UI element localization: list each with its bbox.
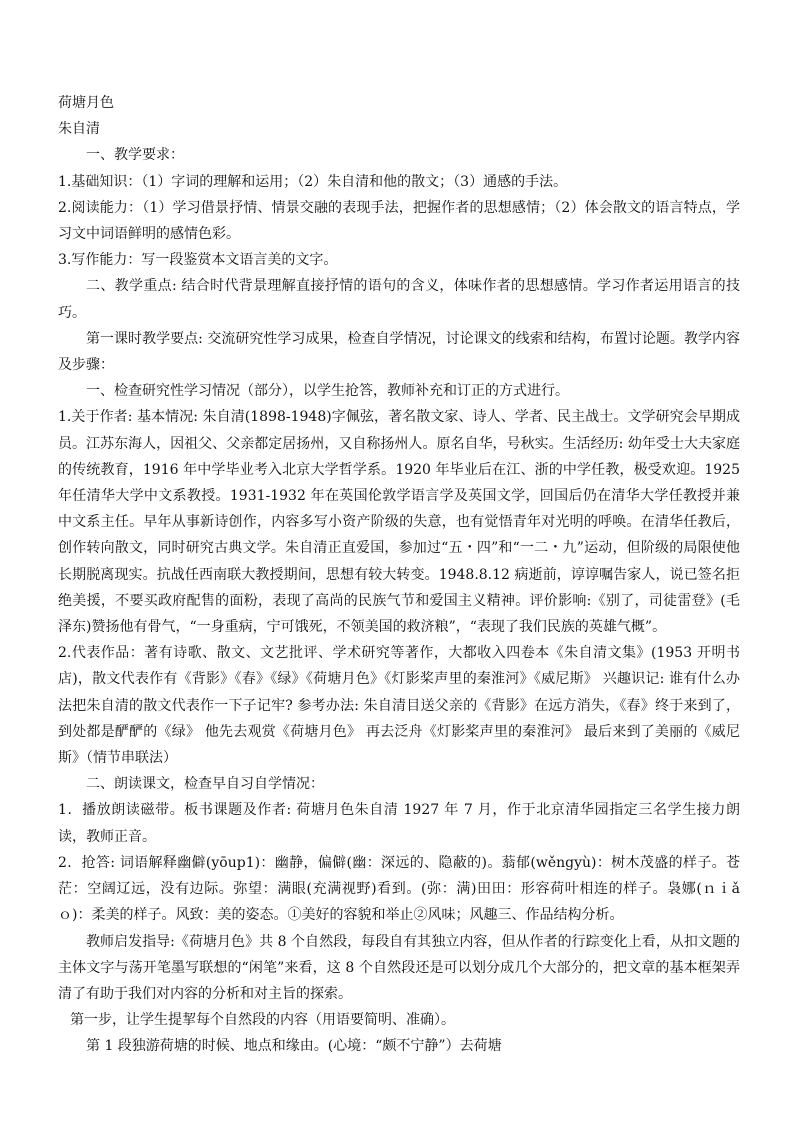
document-author: 朱自清 xyxy=(58,121,100,138)
section-heading: 一、教学要求： xyxy=(86,147,184,164)
paragraph: 第一课时教学要点: 交流研究性学习成果，检查自学情况，讨论课文的线索和结构，布置讨论题。教学内容及步骤： xyxy=(58,330,740,374)
paragraph: 2．抢答: 词语解释幽僻(yōup1)：幽静，偏僻(幽：深远的、隐蔽的)。蓊郁(wěngyù)：树木茂盛的样子。苍茫：空阔辽远，没有边际。弥望：满眼(充满视野)看到。(弥：满)田田：形容荷叶相连的样子。袅娜(ｎｉǎｏ)：柔美的样子。风致：美的姿态。①美好的容貌和举止②风味；风趣三、作品结构分析。 xyxy=(58,854,740,924)
section-heading: 一、检查研究性学习情况（部分），以学生抢答，教师补充和订正的方式进行。 xyxy=(86,383,569,400)
document-page xyxy=(58,90,740,1060)
paragraph: 1.基础知识：（1）字词的理解和运用；（2）朱自清和他的散文；（3）通感的手法。 xyxy=(58,173,568,190)
section-heading: 二、教学重点: 结合时代背景理解直接抒情的语句的含义，体味作者的思想感情。学习作者运用语言的技巧。 xyxy=(58,278,740,321)
paragraph: 第 1 段独游荷塘的时候、地点和缘由。(心境：“颇不宁静”）去荷塘 xyxy=(86,1038,502,1055)
paragraph: 教师启发指导:《荷塘月色》共 8 个自然段，每段自有其独立内容，但从作者的行踪变化上看，从扣文题的主体文字与荡开笔墨写联想的“闲笔”来看，这 8 个自然段还是可以划分成几个大部分的，把文章的基本框架弄清了有助于我们对内容的分析和对主旨的探索。 xyxy=(58,933,740,1002)
paragraph: 3.写作能力：写一段鉴赏本文语言美的文字。 xyxy=(58,252,338,269)
section-heading: 二、朗读课文，检查早自习自学情况： xyxy=(86,776,324,793)
paragraph: 1.关于作者: 基本情况: 朱自清(1898-1948)字佩弦，著名散文家、诗人、学者、民主战士。文学研究会早期成员。江苏东海人，因祖父、父亲都定居扬州，又自称扬州人。原名自华，号秋实。生活经历: 幼年受士大夫家庭的传统教育，1916 年中学毕业考入北京大学哲学系。1920 年毕业后在江、浙的中学任教，极受欢迎。1925 年任清华大学中文系教授。1931-1932 年在英国伦敦学语言学及英国文学，回国后仍在清华大学任教授并兼中文系主任。早年从事新诗创作，内容多写小资产阶级的失意，也有觉悟青年对光明的呼唤。在清华任教后，创作转向散文，同时研究古典文学。朱自清正直爱国，参加过“五・四”和“一二・九”运动，但阶级的局限使他长期脱离现实。抗战任西南联大教授期间，思想有较大转变。1948.8.12 病逝前，谆谆嘱告家人，说已签名拒绝美援，不要买政府配售的面粉，表现了高尚的民族气节和爱国主义精神。评价影响:《别了，司徒雷登》(毛泽东)赞扬他有骨气，“一身重病，宁可饿死，不领美国的救济粮”，“表现了我们民族的英雄气概”。 xyxy=(58,409,740,636)
paragraph: 1．播放朗读磁带。板书课题及作者: 荷塘月色朱自清 1927 年 7 月，作于北京清华园指定三名学生接力朗读，教师正音。 xyxy=(58,802,740,845)
document-title: 荷塘月色 xyxy=(58,95,114,111)
paragraph: 2.阅读能力：（1）学习借景抒情、情景交融的表现手法，把握作者的思想感情；（2）体会散文的语言特点，学习文中词语鲜明的感情色彩。 xyxy=(58,199,740,243)
paragraph: 第一步，让学生提挈每个自然段的内容（用语要简明、准确）。 xyxy=(70,1012,455,1029)
paragraph: 2.代表作品：著有诗歌、散文、文艺批评、学术研究等著作，大都收入四卷本《朱自清文集》(1953 开明书店)，散文代表作有《背影》《春》《绿》《荷塘月色》《灯影桨声里的秦淮河》《威尼斯》 兴趣识记: 谁有什么办法把朱自清的散文代表作一下子记牢? 参考办法: 朱自清目送父亲的《背影》在远方消失，《春》终于来到了，到处都是酽酽的《绿》 他先去观赏《荷塘月色》 再去泛舟《灯影桨声里的秦淮河》 最后来到了美丽的《威尼斯》（情节串联法） xyxy=(58,645,740,767)
